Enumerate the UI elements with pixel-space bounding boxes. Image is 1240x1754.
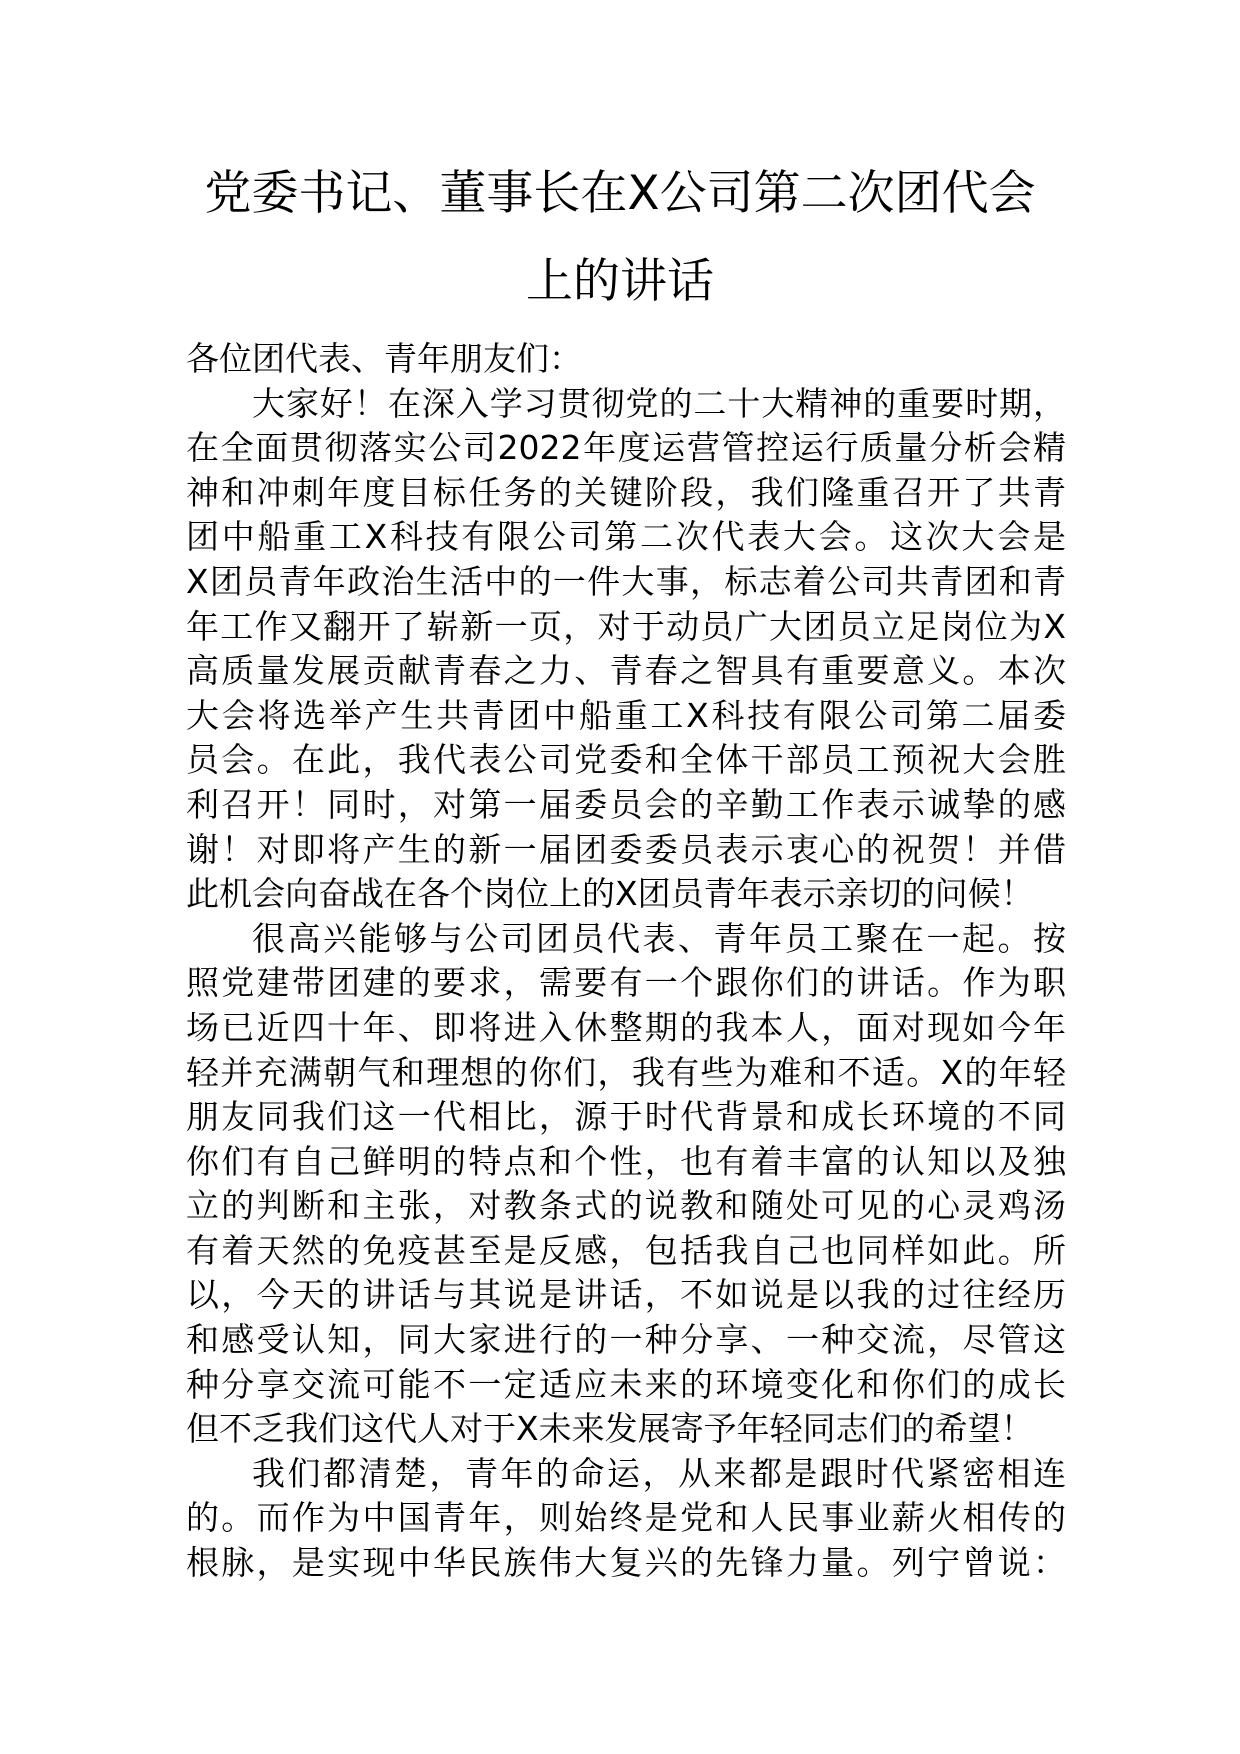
paragraph-3 bbox=[186, 1452, 1066, 1586]
salutation: 各位团代表、青年朋友们： bbox=[186, 339, 582, 378]
paragraph-line: 的。而作为中国青年，则始终是党和人民事业薪火相传的 bbox=[186, 1498, 1066, 1538]
paragraph-line: 但不乏我们这代人对于X未来发展寄予年轻同志们的希望！ bbox=[186, 1409, 1034, 1449]
paragraph-line: 有着天然的免疫甚至是反感，包括我自己也同样如此。所 bbox=[186, 1230, 1066, 1270]
paragraph-line: 大家好！在深入学习贯彻党的二十大精神的重要时期， bbox=[252, 383, 1066, 423]
document-body bbox=[186, 337, 1066, 1586]
document-title bbox=[150, 150, 1090, 326]
title-line: 党委书记、董事长在X公司第二次团代会 bbox=[204, 166, 1036, 221]
paragraph-line: 谢！对即将产生的新一届团委委员表示衷心的祝贺！并借 bbox=[186, 829, 1066, 869]
paragraph-line: 神和冲刺年度目标任务的关键阶段，我们隆重召开了共青 bbox=[186, 472, 1066, 512]
paragraph-line: 轻并充满朝气和理想的你们，我有些为难和不适。X的年轻 bbox=[186, 1052, 1066, 1092]
paragraph-line: 根脉，是实现中华民族伟大复兴的先锋力量。列宁曾说： bbox=[186, 1543, 1066, 1583]
paragraph-line: 团中船重工X科技有限公司第二次代表大会。这次大会是 bbox=[186, 517, 1066, 557]
paragraph-line: 员会。在此，我代表公司党委和全体干部员工预祝大会胜 bbox=[186, 740, 1066, 780]
paragraph-line: 以，今天的讲话与其说是讲话，不如说是以我的过往经历 bbox=[186, 1275, 1066, 1315]
paragraph-line: 利召开！同时，对第一届委员会的辛勤工作表示诚挚的感 bbox=[186, 784, 1066, 824]
paragraph-line: 和感受认知，同大家进行的一种分享、一种交流，尽管这 bbox=[186, 1320, 1066, 1360]
paragraph-line: 照党建带团建的要求，需要有一个跟你们的讲话。作为职 bbox=[186, 963, 1066, 1003]
paragraph-2 bbox=[186, 917, 1066, 1452]
paragraph-line: 场已近四十年、即将进入休整期的我本人，面对现如今年 bbox=[186, 1007, 1066, 1047]
paragraph-line: 立的判断和主张，对教条式的说教和随处可见的心灵鸡汤 bbox=[186, 1186, 1066, 1226]
paragraph-line: X团员青年政治生活中的一件大事，标志着公司共青团和青 bbox=[186, 561, 1066, 601]
title-line: 上的讲话 bbox=[526, 254, 714, 309]
paragraph-line: 你们有自己鲜明的特点和个性，也有着丰富的认知以及独 bbox=[186, 1141, 1066, 1181]
paragraph-line: 朋友同我们这一代相比，源于时代背景和成长环境的不同 bbox=[186, 1097, 1066, 1137]
paragraph-line: 年工作又翻开了崭新一页，对于动员广大团员立足岗位为X bbox=[186, 606, 1066, 646]
paragraph-line: 在全面贯彻落实公司2022年度运营管控运行质量分析会精 bbox=[186, 428, 1066, 468]
paragraph-line: 大会将选举产生共青团中船重工X科技有限公司第二届委 bbox=[186, 695, 1066, 735]
paragraph-line: 我们都清楚，青年的命运，从来都是跟时代紧密相连 bbox=[252, 1453, 1066, 1493]
paragraph-line: 高质量发展贡献青春之力、青春之智具有重要意义。本次 bbox=[186, 651, 1066, 691]
paragraph-line: 此机会向奋战在各个岗位上的X团员青年表示亲切的问候！ bbox=[186, 874, 1034, 914]
paragraph-line: 种分享交流可能不一定适应未来的环境变化和你们的成长 bbox=[186, 1364, 1066, 1404]
paragraph-1 bbox=[186, 382, 1066, 917]
paragraph-line: 很高兴能够与公司团员代表、青年员工聚在一起。按 bbox=[252, 918, 1066, 958]
